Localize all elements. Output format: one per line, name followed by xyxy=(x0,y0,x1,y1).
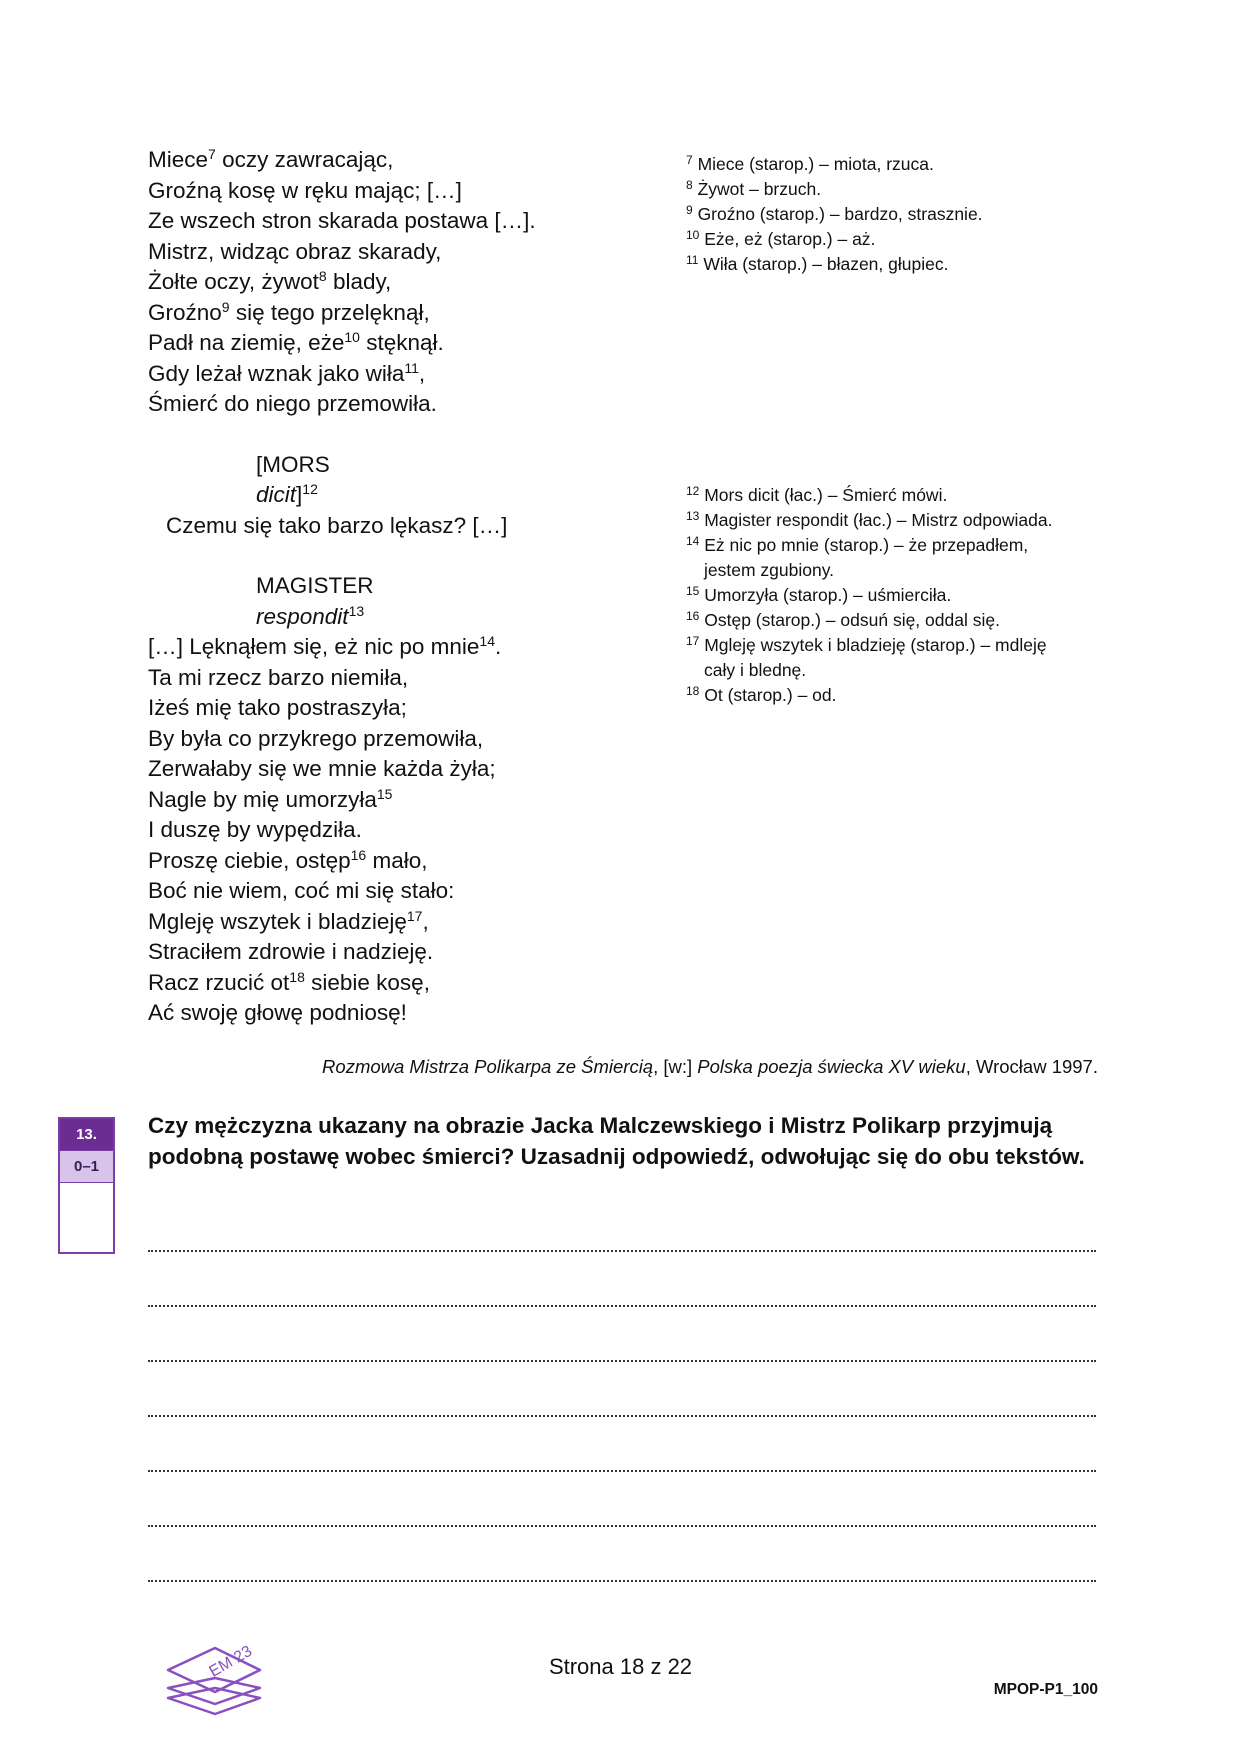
footnote: $^7$ Miece (starop.) – miota, rzuca. xyxy=(686,153,934,174)
task-score-box xyxy=(58,1117,115,1254)
exam-code: MPOP-P1_100 xyxy=(993,1681,1098,1698)
answer-line[interactable] xyxy=(148,1417,1096,1472)
poem-line: Racz rzucić $ot^{18}$ siebie kosę, xyxy=(148,968,430,995)
poem-line: Nagle by mię umorzyła$^{15}$ xyxy=(148,785,393,812)
logo-text: EM 23 xyxy=(206,1642,256,1681)
footnote: $^{15}$ Umorzyła (starop.) – uśmierciła. xyxy=(686,584,952,605)
answer-line[interactable] xyxy=(148,1252,1096,1307)
poem-line: Gdy leżał wznak jako wiła$^{11}$, xyxy=(148,359,426,386)
poem-line: Ta mi rzecz barzo niemiła, xyxy=(148,664,409,690)
poem-line: Zerwałaby się we mnie każda żyła; xyxy=(148,756,496,781)
poem-line: Padł na ziemię, eże$^{10}$ stęknął. xyxy=(148,329,444,355)
task-question: Czy mężczyzna ukazany na obrazie Jacka Malczewskiego i Mistrz Polikarp przyjmują podobną postawę wobec śmierci? Uzasadnij odpowiedź, odwołując się do obu tekstów. xyxy=(148,1113,1085,1169)
poem-line: Iżeś mię tako postraszyła; xyxy=(148,695,407,720)
poem xyxy=(148,145,708,1029)
poem-line: Ać swoję głowę podniosę! xyxy=(148,1000,407,1025)
poem-line: Groźno$^9$ się tego przelęknął, xyxy=(148,298,430,325)
poem-line: Proszę ciebie, ostęp$^{16}$ mało, xyxy=(148,846,428,873)
answer-line[interactable] xyxy=(148,1307,1096,1362)
footnote: $^9$ Groźno (starop.) – bardzo, strasznie. xyxy=(686,203,983,224)
cke-logo-icon xyxy=(160,1640,270,1720)
poem-line: Mistrz, widząc obraz skarady, xyxy=(148,238,442,264)
poem-line: By była co przykrego przemowiła, xyxy=(148,725,484,751)
poem-line: Śmierć do niego przemowiła. xyxy=(148,391,437,416)
footnote: $^{10}$ Eże, eż (starop.) – aż. xyxy=(686,228,876,249)
magister-respondit: respondit$^{13}$ xyxy=(256,602,365,629)
poem-line: I duszę by wypędziła. xyxy=(148,817,362,842)
poem-line: Groźną kosę w ręku mając; […] xyxy=(148,177,462,203)
poem-part-1 xyxy=(148,145,708,420)
footnote: $^{12}$ Mors dicit (łac.) – Śmierć mówi. xyxy=(686,484,948,505)
poem-line: Miece$^7$ oczy zawracając, xyxy=(148,146,394,172)
footnote: $^{16}$ Ostęp (starop.) – odsuń się, oddal się. xyxy=(686,609,1000,630)
answer-line[interactable] xyxy=(148,1240,1096,1252)
footnote: $^{11}$ Wiła (starop.) – błazen, głupiec. xyxy=(686,253,949,274)
footnote-continuation: cały i blednę. xyxy=(704,660,807,680)
footnote: $^{17}$ Mgleję wszytek i bladzieję (starop.) – mdleję xyxy=(686,634,1047,655)
footnote: $^{13}$ Magister respondit (łac.) – Mistrz odpowiada. xyxy=(686,509,1053,530)
footnote: $^{14}$ Eż nic po mnie (starop.) – że przepadłem, xyxy=(686,534,1029,555)
footnotes-group-1 xyxy=(686,152,1116,277)
poem-line: Straciłem zdrowie i nadzieję. xyxy=(148,939,434,964)
answer-line[interactable] xyxy=(148,1472,1096,1527)
magister-heading: MAGISTER xyxy=(256,573,374,598)
mors-dicit: dicit]$^{12}$ xyxy=(256,481,318,507)
score-field[interactable] xyxy=(60,1183,113,1254)
poem-line: Boć nie wiem, coć mi się stało: xyxy=(148,878,455,903)
page-number: Strona 18 z 22 xyxy=(548,1654,693,1679)
answer-line[interactable] xyxy=(148,1362,1096,1417)
poem-line: […] Lęknąłem się, eż nic po mnie$^{14}$. xyxy=(148,633,502,659)
footnote: $^8$ Żywot – brzuch. xyxy=(686,178,822,199)
footnotes-group-2 xyxy=(686,483,1116,708)
source-citation: Rozmowa Mistrza Polikarpa ze Śmiercią, [w:] Polska poezja świecka XV wieku, Wrocław 1997. xyxy=(322,1056,1098,1077)
answer-area[interactable] xyxy=(148,1240,1096,1582)
poem-line: Ze wszech stron skarada postawa […]. xyxy=(148,208,536,233)
mors-heading: [MORS xyxy=(256,451,330,477)
poem-part-2 xyxy=(148,632,708,1029)
task-number: 13. xyxy=(60,1119,113,1150)
footnote-continuation: jestem zgubiony. xyxy=(704,560,835,580)
poem-line: Mgleję wszytek i bladzieję$^{17}$, xyxy=(148,907,429,934)
poem-line: Żołte oczy, żywot$^8$ blady, xyxy=(148,268,392,294)
footnote: $^{18}$ Ot (starop.) – od. xyxy=(686,684,837,705)
answer-line[interactable] xyxy=(148,1527,1096,1582)
task-points: 0–1 xyxy=(60,1150,113,1183)
mors-line: Czemu się tako barzo lękasz? […] xyxy=(166,512,508,538)
